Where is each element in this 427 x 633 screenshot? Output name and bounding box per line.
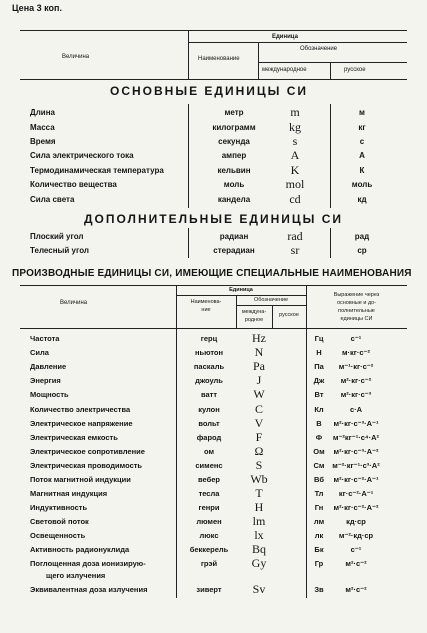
section-title-base: ОСНОВНЫЕ ЕДИНИЦЫ СИ (110, 84, 309, 98)
base-col-unit: Единица (272, 34, 298, 40)
unit-name-cell: люмен (196, 517, 222, 526)
quantity-cell: Электрическое напряжение (30, 419, 133, 428)
russian-symbol-cell: лм (313, 517, 325, 526)
intl-symbol-cell: T (255, 486, 263, 500)
base-col-quantity: Величина (62, 54, 90, 60)
quantity-cell: Электрическая проводимость (30, 461, 143, 470)
table-row (0, 417, 427, 431)
derived-col-name-2: ние (201, 307, 211, 313)
table-row (0, 164, 427, 178)
quantity-cell: Телесный угол (30, 246, 89, 255)
table-row (0, 360, 427, 374)
russian-symbol-cell: кд (357, 195, 367, 204)
unit-name-cell: паскаль (193, 362, 225, 371)
intl-symbol-cell: Ω (254, 444, 264, 458)
intl-symbol-cell: S (255, 458, 263, 472)
quantity-cell: Давление (30, 362, 67, 371)
table-row (0, 473, 427, 487)
quantity-cell: Длина (30, 108, 55, 117)
table-row (0, 583, 427, 597)
base-col-name: Наименование (198, 56, 240, 62)
intl-symbol-cell: Pa (253, 359, 265, 373)
unit-name-cell: ампер (221, 151, 247, 160)
unit-name-cell: грэй (200, 559, 218, 568)
table-row (0, 501, 427, 515)
intl-symbol-cell: N (254, 345, 264, 359)
quantity-cell: Освещенность (30, 531, 86, 540)
intl-symbol-cell: Sv (252, 582, 266, 596)
quantity-cell: Магнитная индукция (30, 489, 108, 498)
intl-symbol-cell: kg (289, 120, 301, 134)
expression-cell: м²·с⁻² (345, 585, 367, 594)
quantity-cell: Количество вещества (30, 180, 117, 189)
expression-cell: м²·кг·с⁻²·А⁻² (333, 503, 379, 512)
unit-name-cell: стерадиан (213, 246, 255, 255)
intl-symbol-cell: cd (289, 192, 301, 206)
russian-symbol-cell: Н (316, 348, 322, 357)
quantity-cell: Активность радионуклида (30, 545, 130, 554)
russian-symbol-cell: В (316, 419, 322, 428)
expression-cell: м⁻¹·кг·с⁻² (338, 362, 374, 371)
price-label: Цена 3 коп. (12, 3, 62, 13)
section-title-additional: ДОПОЛНИТЕЛЬНЫЕ ЕДИНИЦЫ СИ (84, 212, 343, 226)
quantity-cell: Индуктивность (30, 503, 88, 512)
base-col-international: международное (262, 67, 307, 73)
table-row (0, 106, 427, 120)
expression-cell: м²·с⁻² (345, 559, 367, 568)
quantity-cell: Термодинамическая температура (30, 166, 164, 175)
intl-symbol-cell: Bq (251, 542, 266, 556)
intl-symbol-cell: Gy (251, 556, 267, 570)
unit-name-cell: кулон (198, 405, 220, 414)
quantity-cell: Масса (30, 123, 55, 132)
intl-symbol-cell: J (256, 373, 262, 387)
intl-symbol-cell: rad (287, 229, 303, 243)
derived-col-intl-1: междуна- (241, 309, 267, 315)
table-row (0, 374, 427, 388)
russian-symbol-cell: Кл (314, 405, 324, 414)
russian-symbol-cell: Тл (314, 489, 324, 498)
table-row (0, 193, 427, 207)
quantity-cell: Мощность (30, 390, 69, 399)
russian-symbol-cell: См (313, 461, 325, 470)
russian-symbol-cell: с (359, 137, 365, 146)
unit-name-cell: генри (198, 503, 220, 512)
russian-symbol-cell: м (359, 108, 365, 117)
unit-name-cell: люкс (199, 531, 219, 540)
table-row (0, 230, 427, 244)
intl-symbol-cell: H (254, 500, 264, 514)
russian-symbol-cell: Зв (314, 585, 324, 594)
expression-cell: м²·кг·с⁻³·А⁻² (333, 447, 379, 456)
russian-symbol-cell: Вт (314, 390, 324, 399)
expression-cell: м²·кг·с⁻³·А⁻¹ (333, 419, 379, 428)
russian-symbol-cell: Дж (313, 376, 325, 385)
table-row (0, 543, 427, 557)
unit-name-cell: зиверт (196, 585, 222, 594)
intl-symbol-cell: Wb (250, 472, 268, 486)
unit-name-cell: кельвин (217, 166, 251, 175)
unit-name-cell: радиан (219, 232, 249, 241)
intl-symbol-cell: W (253, 387, 265, 401)
quantity-cell: Сила электрического тока (30, 151, 134, 160)
expression-cell: м⁻²кг⁻¹·с⁴·А² (332, 433, 380, 442)
unit-name-cell: метр (224, 108, 244, 117)
unit-name-cell: беккерель (189, 545, 229, 554)
expression-cell: м·кг·с⁻² (341, 348, 371, 357)
unit-name-cell: секунда (218, 137, 250, 146)
derived-col-designation: Обозначение (253, 297, 288, 303)
unit-name-cell: моль (223, 180, 245, 189)
russian-symbol-cell: Ом (313, 447, 325, 456)
derived-col-russian: русское (279, 312, 299, 318)
derived-col-expr-2: основные и до- (336, 300, 377, 306)
intl-symbol-cell: Hz (252, 331, 266, 345)
table-row (0, 135, 427, 149)
unit-name-cell: ом (203, 447, 215, 456)
expression-cell: с⁻¹ (350, 545, 362, 554)
russian-symbol-cell: Гн (314, 503, 324, 512)
quantity-cell: Электрическое сопротивление (30, 447, 145, 456)
russian-symbol-cell: рад (354, 232, 370, 241)
base-col-russian: русское (344, 67, 366, 73)
table-row (0, 178, 427, 192)
unit-name-cell: фарод (196, 433, 222, 442)
unit-name-cell: килограмм (212, 123, 256, 132)
quantity-cell: Количество электричества (30, 405, 131, 414)
unit-name-cell: тесла (198, 489, 220, 498)
derived-col-name-1: Наименова- (190, 299, 222, 305)
expression-cell: м²·кг·с⁻³ (340, 390, 372, 399)
unit-name-cell: вольт (198, 419, 220, 428)
table-row (0, 388, 427, 402)
base-col-designation: Обозначение (300, 46, 338, 52)
russian-symbol-cell: Па (314, 362, 324, 371)
quantity-cell: Поглощенная доза ионизирую- (30, 559, 146, 568)
russian-symbol-cell: кг (358, 123, 366, 132)
intl-symbol-cell: s (292, 134, 298, 148)
intl-symbol-cell: m (290, 105, 300, 119)
expression-cell: кд·ср (346, 517, 366, 526)
quantity-cell: Энергия (30, 376, 61, 385)
unit-name-cell: сименс (195, 461, 223, 470)
table-row (0, 431, 427, 445)
derived-col-quantity: Величина (60, 300, 88, 306)
derived-col-unit: Единица (229, 287, 253, 293)
intl-symbol-cell: mol (285, 177, 305, 191)
russian-symbol-cell: Вб (313, 475, 325, 484)
quantity-cell: Время (30, 137, 56, 146)
table-row-continuation (0, 569, 427, 583)
russian-symbol-cell: Гр (314, 559, 324, 568)
quantity-cell: Сила света (30, 195, 75, 204)
expression-cell: кг·с⁻²·А⁻¹ (338, 489, 374, 498)
expression-cell: м⁻²·кг⁻¹·с³·А² (332, 461, 380, 470)
expression-cell: м⁻²·кд·ср (338, 531, 374, 540)
table-row (0, 487, 427, 501)
table-row (0, 445, 427, 459)
derived-col-expr-3: полнительные (338, 308, 375, 314)
russian-symbol-cell: Гц (314, 334, 324, 343)
expression-cell: м²·кг·с⁻² (340, 376, 372, 385)
section-title-derived: ПРОИЗВОДНЫЕ ЕДИНИЦЫ СИ, ИМЕЮЩИЕ СПЕЦИАЛЬНЫЕ НАИМЕНОВАНИЯ (12, 268, 412, 279)
expression-cell: с·А (349, 405, 363, 414)
unit-name-cell: джоуль (195, 376, 223, 385)
unit-name-cell: ньютон (194, 348, 224, 357)
table-row (0, 515, 427, 529)
table-row (0, 332, 427, 346)
intl-symbol-cell: V (254, 416, 264, 430)
intl-symbol-cell: C (254, 402, 263, 416)
table-row (0, 529, 427, 543)
table-row (0, 346, 427, 360)
quantity-cell: Сила (30, 348, 49, 357)
intl-symbol-cell: K (290, 163, 300, 177)
unit-name-cell: ватт (200, 390, 218, 399)
table-row (0, 403, 427, 417)
russian-symbol-cell: Бк (314, 545, 324, 554)
intl-symbol-cell: sr (290, 243, 300, 257)
quantity-cell: Электрическая емкость (30, 433, 118, 442)
quantity-cell: Световой поток (30, 517, 89, 526)
quantity-cell: щего излучения (46, 571, 106, 580)
derived-col-expr-4: единицы СИ (340, 316, 373, 322)
table-row (0, 121, 427, 135)
quantity-cell: Плоский угол (30, 232, 84, 241)
expression-cell: с⁻¹ (350, 334, 362, 343)
quantity-cell: Эквивалентная доза излучения (30, 585, 148, 594)
unit-name-cell: герц (200, 334, 218, 343)
unit-name-cell: кандела (217, 195, 251, 204)
table-row (0, 459, 427, 473)
russian-symbol-cell: моль (351, 180, 373, 189)
russian-symbol-cell: А (359, 151, 365, 160)
expression-cell: м²·кг·с⁻²·А⁻¹ (333, 475, 379, 484)
derived-col-intl-2: родное (244, 317, 264, 323)
intl-symbol-cell: lx (254, 528, 264, 542)
table-row (0, 244, 427, 258)
derived-col-expr-1: Выражение через (333, 292, 380, 298)
russian-symbol-cell: ср (357, 246, 367, 255)
russian-symbol-cell: лк (314, 531, 324, 540)
russian-symbol-cell: К (359, 166, 365, 175)
unit-name-cell: вебер (198, 475, 220, 484)
russian-symbol-cell: Ф (315, 433, 323, 442)
quantity-cell: Поток магнитной индукции (30, 475, 131, 484)
intl-symbol-cell: A (290, 148, 300, 162)
table-row (0, 149, 427, 163)
intl-symbol-cell: F (255, 430, 263, 444)
intl-symbol-cell: lm (252, 514, 266, 528)
quantity-cell: Частота (30, 334, 60, 343)
